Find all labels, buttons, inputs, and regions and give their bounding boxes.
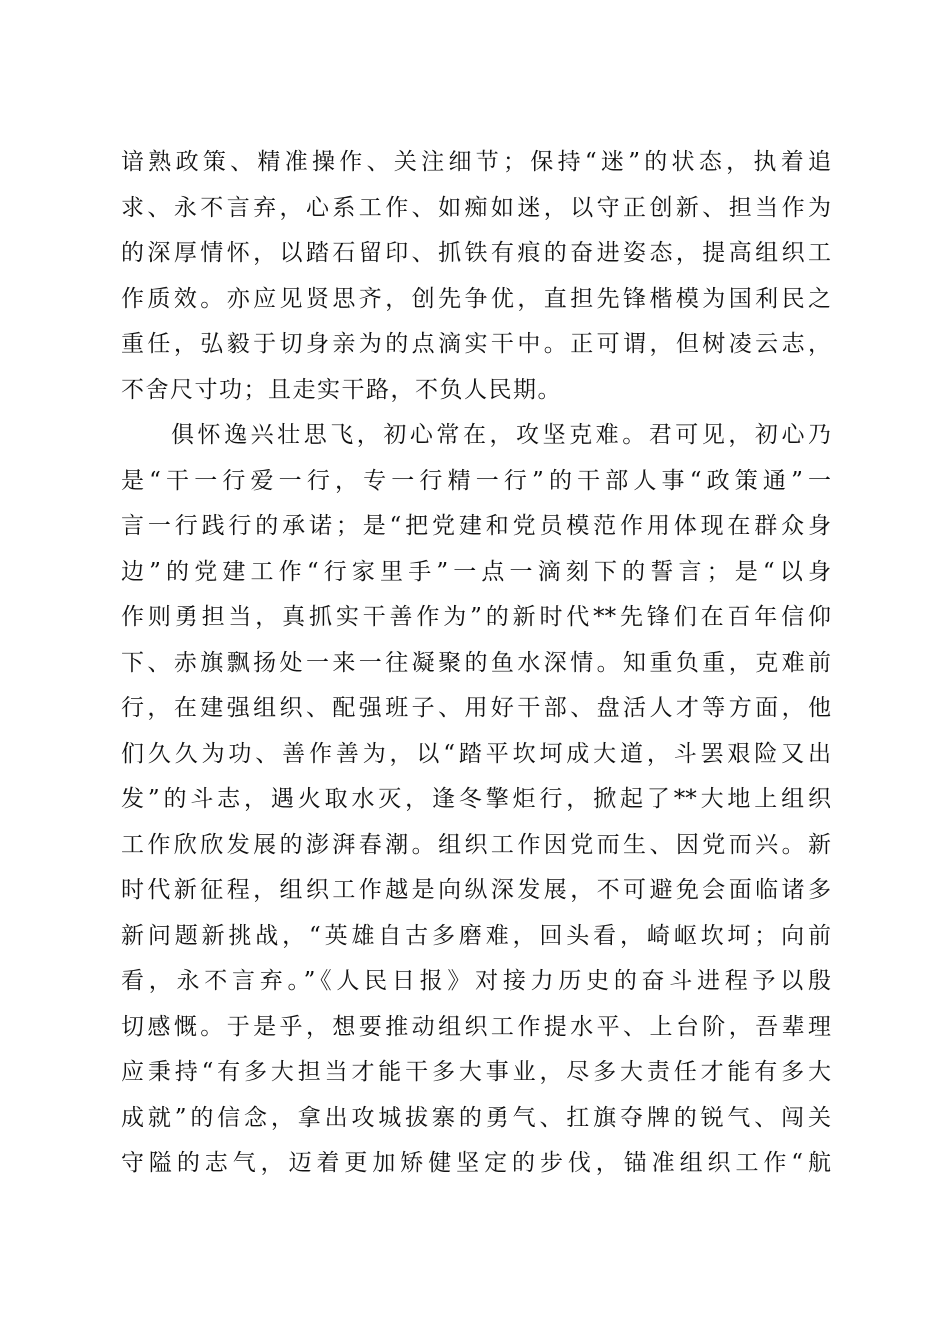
paragraph-1 [121,140,831,413]
text-line: 行，在建强组织、配强班子、用好干部、盘活人才等方面，他 [121,695,831,721]
text-line: 的深厚情怀，以踏石留印、抓铁有痕的奋进姿态，提高组织工 [121,240,831,266]
text-line: 言一行践行的承诺；是“把党建和党员模范作用体现在群众身 [121,513,831,539]
text-line: 新问题新挑战，“英雄自古多磨难，回头看，崎岖坎坷；向前 [121,922,831,949]
text-line: 作则勇担当，真抓实干善作为”的新时代**先锋们在百年信仰 [121,604,831,630]
text-line: 不舍尺寸功；且走实干路，不负人民期。 [121,376,562,403]
text-line: 应秉持“有多大担当才能干多大事业，尽多大责任才能有多大 [121,1059,831,1085]
text-line: 切感慨。于是乎，想要推动组织工作提水平、上台阶，吾辈理 [121,1013,831,1040]
text-line: 守隘的志气，迈着更加矫健坚定的步伐，锚准组织工作“航 [121,1150,831,1176]
text-line: 看，永不言弃。”《人民日报》对接力历史的奋斗进程予以殷 [121,968,831,994]
text-line: 作质效。亦应见贤思齐，创先争优，直担先锋楷模为国利民之 [121,285,831,312]
text-line: 们久久为功、善作善为，以“踏平坎坷成大道，斗罢艰险又出 [121,740,831,767]
text-line: 重任，弘毅于切身亲为的点滴实干中。正可谓，但树凌云志， [121,331,831,357]
text-line: 俱怀逸兴壮思飞，初心常在，攻坚克难。君可见，初心乃 [171,422,831,448]
text-line: 下、赤旗飘扬处一来一往凝聚的鱼水深情。知重负重，克难前 [121,649,831,676]
document-body [121,140,831,1187]
text-line: 求、永不言弃，心系工作、如痴如迷，以守正创新、担当作为 [121,194,831,221]
text-line: 边”的党建工作“行家里手”一点一滴刻下的誓言；是“以身 [121,558,831,585]
text-line: 谙熟政策、精准操作、关注细节；保持“迷”的状态，执着追 [121,149,831,175]
text-line: 发”的斗志，遇火取水灭，逢冬擎炬行，掀起了**大地上组织 [121,786,831,812]
text-line: 时代新征程，组织工作越是向纵深发展，不可避免会面临诸多 [121,877,831,903]
text-line: 工作欣欣发展的澎湃春潮。组织工作因党而生、因党而兴。新 [121,831,831,858]
text-line: 成就”的信念，拿出攻城拔寨的勇气、扛旗夺牌的锐气、闯关 [121,1104,831,1131]
text-line: 是“干一行爱一行，专一行精一行”的干部人事“政策通”一 [121,467,831,494]
paragraph-2 [121,413,831,1187]
